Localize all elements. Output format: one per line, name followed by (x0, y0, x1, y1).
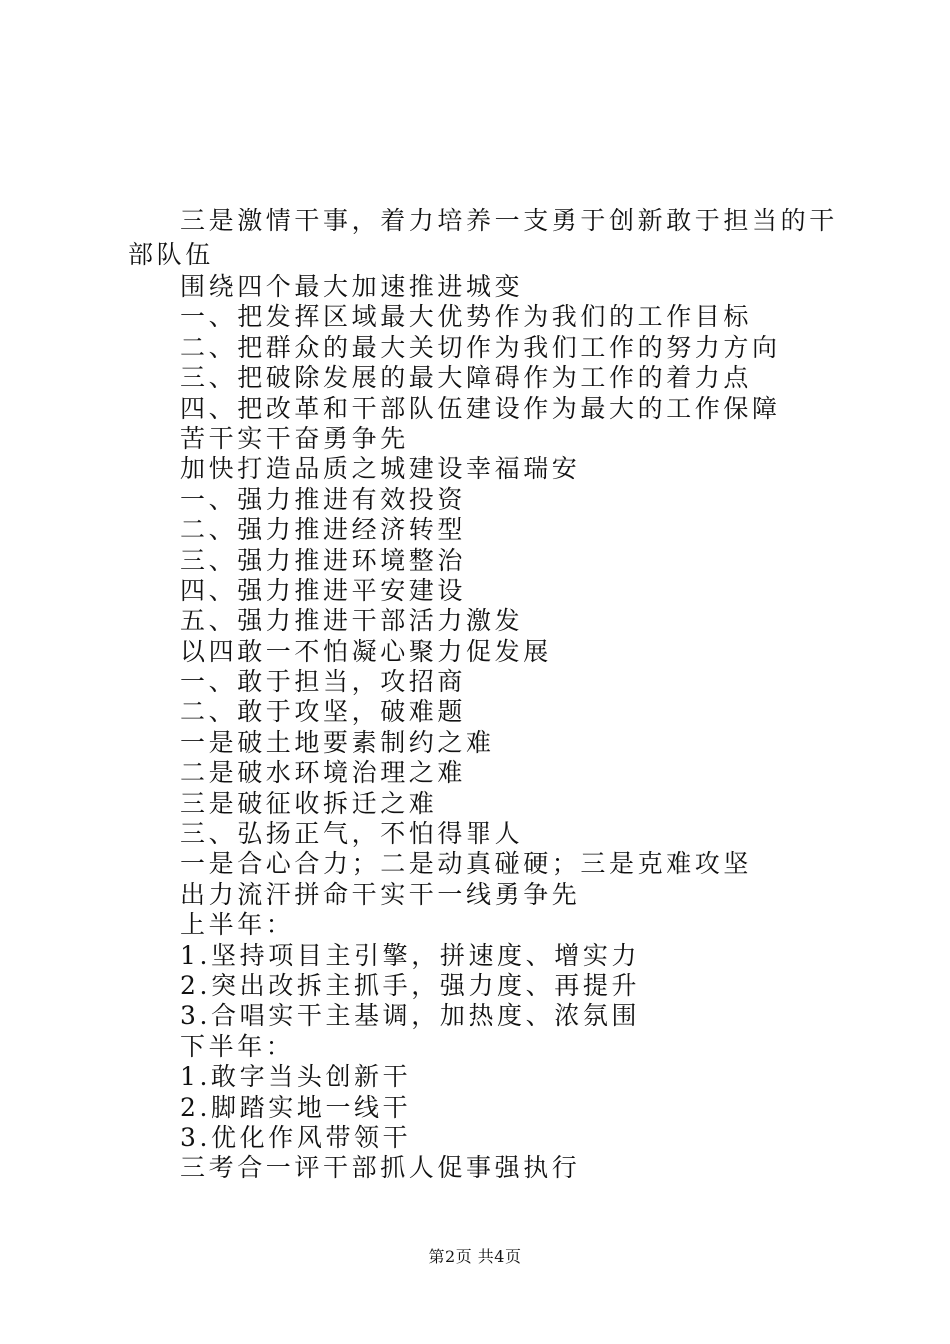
document-lines (128, 272, 838, 1184)
text-line: 出力流汗拼命干实干一线勇争先 (180, 879, 581, 909)
text-line: 一、敢于担当，攻招商 (180, 667, 467, 697)
text-line: 苦干实干奋勇争先 (180, 423, 409, 453)
text-line: 二、把群众的最大关切作为我们工作的努力方向 (180, 332, 781, 362)
text-line: 一、强力推进有效投资 (180, 484, 467, 514)
document-body (128, 204, 838, 1184)
text-line: 二是破水环境治理之难 (180, 758, 467, 788)
text-line: 四、把改革和干部队伍建设作为最大的工作保障 (180, 393, 781, 423)
text-line: 上半年： (180, 910, 295, 940)
text-line: 三考合一评干部抓人促事强执行 (180, 1153, 581, 1183)
text-line: 以四敢一不怕凝心聚力促发展 (180, 636, 552, 666)
text-line: 三、把破除发展的最大障碍作为工作的着力点 (180, 363, 753, 393)
text-line: 1.敢字当头创新干 (180, 1062, 412, 1092)
text-line: 一是破土地要素制约之难 (180, 727, 495, 757)
text-line: 围绕四个最大加速推进城变 (180, 272, 524, 301)
text-line: 二、敢于攻坚，破难题 (180, 697, 467, 727)
opening-paragraph: 三是激情干事，着力培养一支勇于创新敢于担当的干部队伍 (128, 206, 838, 269)
text-line: 2.脚踏实地一线干 (180, 1092, 412, 1122)
text-line: 三、弘扬正气，不怕得罪人 (180, 819, 524, 849)
text-line: 三、强力推进环境整治 (180, 545, 467, 575)
text-line: 3.优化作风带领干 (180, 1122, 412, 1152)
text-line: 三是破征收拆迁之难 (180, 788, 438, 818)
text-line: 五、强力推进干部活力激发 (180, 606, 524, 636)
text-line: 一、把发挥区域最大优势作为我们的工作目标 (180, 302, 753, 332)
text-line: 加快打造品质之城建设幸福瑞安 (180, 454, 581, 484)
text-line: 1.坚持项目主引擎，拼速度、增实力 (180, 940, 641, 970)
text-line: 四、强力推进平安建设 (180, 575, 467, 605)
text-line: 3.合唱实干主基调，加热度、浓氛围 (180, 1001, 641, 1031)
text-line: 2.突出改拆主抓手，强力度、再提升 (180, 970, 641, 1000)
text-line: 下半年： (180, 1031, 295, 1061)
text-line: 二、强力推进经济转型 (180, 515, 467, 545)
text-line: 一是合心合力；二是动真碰硬；三是克难攻坚 (180, 849, 753, 879)
page-number-footer: 第2页 共4页 (428, 1247, 522, 1266)
